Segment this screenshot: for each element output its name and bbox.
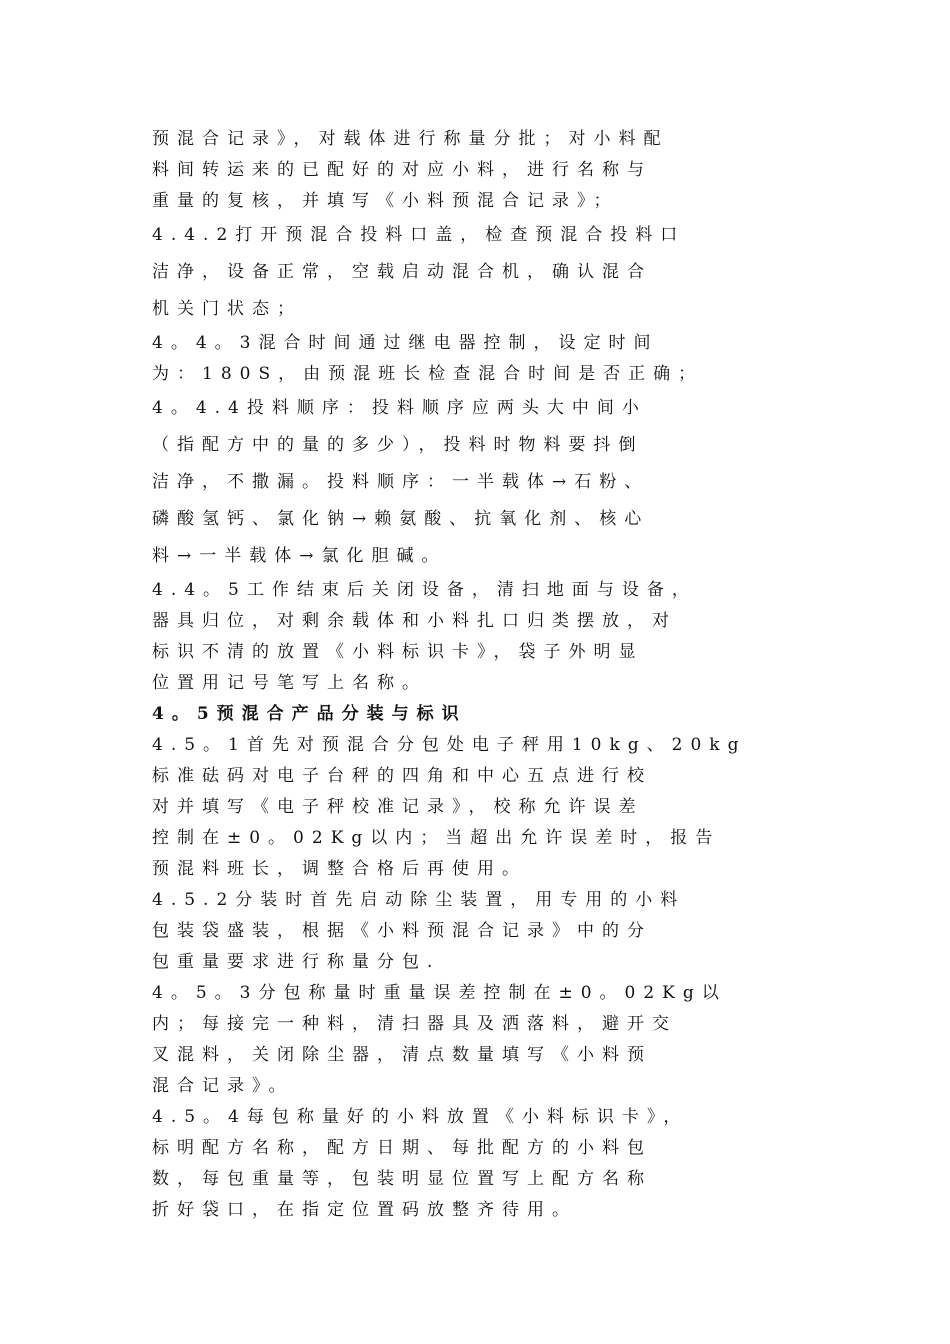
text-line: 4.5.2分装时首先启动除尘装置，用专用的小料 bbox=[152, 890, 686, 910]
text-line: 折好袋口，在指定位置码放整齐待用。 bbox=[152, 1200, 577, 1220]
text-line: 4.4。5工作结束后关闭设备，清扫地面与设备， bbox=[152, 580, 697, 600]
text-line: 4.5。4每包称量好的小料放置《小料标识卡》， bbox=[152, 1107, 689, 1127]
text-line: 数，每包重量等，包装明显位置写上配方名称 bbox=[152, 1169, 652, 1189]
text-line: 机关门状态； bbox=[152, 299, 302, 319]
text-line: 叉混料，关闭除尘器，清点数量填写《小料预 bbox=[152, 1045, 652, 1065]
text-line: 预混合记录》，对载体进行称量分批；对小料配 bbox=[152, 129, 669, 149]
text-line: 标准砝码对电子台秤的四角和中心五点进行校 bbox=[152, 766, 652, 786]
text-line: 洁净，不撒漏。投料顺序：一半载体→石粉、 bbox=[152, 472, 650, 492]
text-line: 4.5。1首先对预混合分包处电子秤用10kg、20kg bbox=[152, 735, 747, 755]
text-line: 4。4.4投料顺序：投料顺序应两头大中间小 bbox=[152, 398, 647, 418]
text-line: 磷酸氢钙、氯化钠→赖氨酸、抗氧化剂、核心 bbox=[152, 509, 650, 529]
text-line: 为：180S，由预混班长检查混合时间是否正确； bbox=[152, 364, 704, 384]
document-body bbox=[152, 124, 852, 1226]
text-line: 位置用记号笔写上名称。 bbox=[152, 673, 427, 693]
text-line: 控制在±0。02Kg以内；当超出允许误差时，报告 bbox=[152, 828, 721, 848]
text-line: 4。5。3分包称量时重量误差控制在±0。02Kg以 bbox=[152, 983, 727, 1003]
text-line: 4。4。3混合时间通过继电器控制，设定时间 bbox=[152, 333, 659, 353]
text-line: 内；每接完一种料，清扫器具及洒落料，避开交 bbox=[152, 1014, 677, 1034]
text-line: 预混料班长，调整合格后再使用。 bbox=[152, 859, 527, 879]
section-heading: 4。5预混合产品分装与标识 bbox=[152, 704, 467, 724]
text-line: 混合记录》。 bbox=[152, 1076, 294, 1096]
text-line: 重量的复核，并填写《小料预混合记录》； bbox=[152, 191, 619, 211]
text-line: 洁净，设备正常，空载启动混合机，确认混合 bbox=[152, 262, 652, 282]
text-line: 料→一半载体→氯化胆碱。 bbox=[152, 546, 447, 566]
text-line: 料间转运来的已配好的对应小料，进行名称与 bbox=[152, 160, 652, 180]
text-line: 4.4.2打开预混合投料口盖，检查预混合投料口 bbox=[152, 225, 686, 245]
text-line: 对并填写《电子秤校准记录》，校称允许误差 bbox=[152, 797, 644, 817]
text-line: 标明配方名称，配方日期、每批配方的小料包 bbox=[152, 1138, 652, 1158]
text-line: 包重量要求进行称量分包. bbox=[152, 952, 441, 972]
text-line: 包装袋盛装，根据《小料预混合记录》中的分 bbox=[152, 921, 652, 941]
text-line: 标识不清的放置《小料标识卡》，袋子外明显 bbox=[152, 642, 644, 662]
text-line: 器具归位，对剩余载体和小料扎口归类摆放，对 bbox=[152, 611, 677, 631]
text-line: （指配方中的量的多少），投料时物料要抖倒 bbox=[152, 435, 644, 455]
